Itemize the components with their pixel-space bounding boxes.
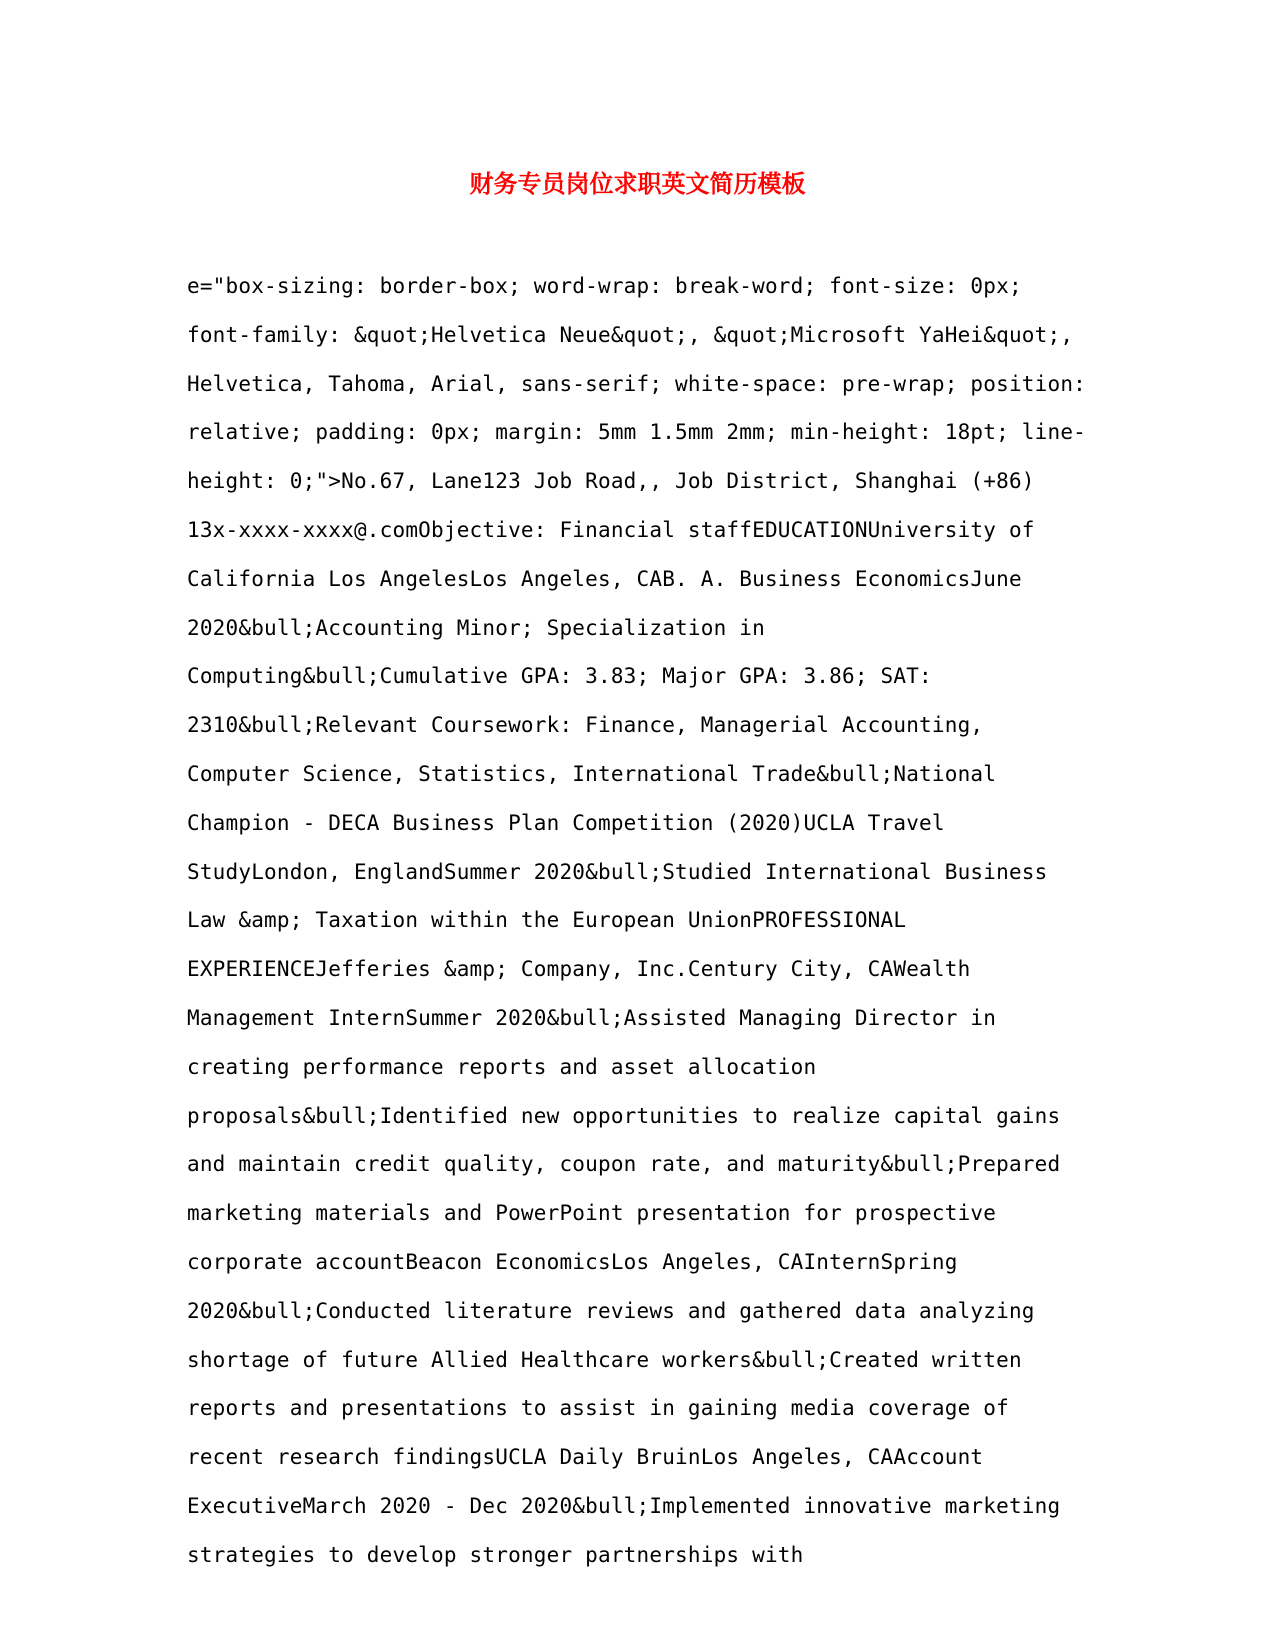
- document-title: 财务专员岗位求职英文简历模板: [469, 169, 806, 198]
- resume-body-text: e="box-sizing: border-box; word-wrap: break-word; font-size: 0px; font-family: &quot;Helvetica Neue&quot;, &quot;Microsoft YaHei&quot;, Helvetica, Tahoma, Arial, sans-serif; white-space: pre-wrap; position: relative; padding: 0px; margin: 5mm 1.5mm 2mm; min-height: 18pt; line-height: 0;">No.67, Lane123 Job Road,, Job District, Shanghai (+86) 13x-xxxx-xxxx@.comObjective: Financial staffEDUCATIONUniversity of California Los AngelesLos Angeles, CAB. A. Business EconomicsJune 2020&bull;Accounting Minor; Specialization in Computing&bull;Cumulative GPA: 3.83; Major GPA: 3.86; SAT: 2310&bull;Relevant Coursework: Finance, Managerial Accounting, Computer Science, Statistics, International Trade&bull;National Champion - DECA Business Plan Competition (2020)UCLA Travel StudyLondon, EnglandSummer 2020&bull;Studied International Business Law &amp; Taxation within the European UnionPROFESSIONAL EXPERIENCEJefferies &amp; Company, Inc.Century City, CAWealth Management InternSummer 2020&bull;Assisted Managing Director in creating performance reports and asset allocation proposals&bull;Identified new opportunities to realize capital gains and maintain credit quality, coupon rate, and maturity&bull;Prepared marketing materials and PowerPoint presentation for prospective corporate accountBeacon EconomicsLos Angeles, CAInternSpring 2020&bull;Conducted literature reviews and gathered data analyzing shortage of future Allied Healthcare workers&bull;Created written reports and presentations to assist in gaining media coverage of recent research findingsUCLA Daily BruinLos Angeles, CAAccount ExecutiveMarch 2020 - Dec 2020&bull;Implemented innovative marketing strategies to develop stronger partnerships with: [187, 274, 1087, 1567]
